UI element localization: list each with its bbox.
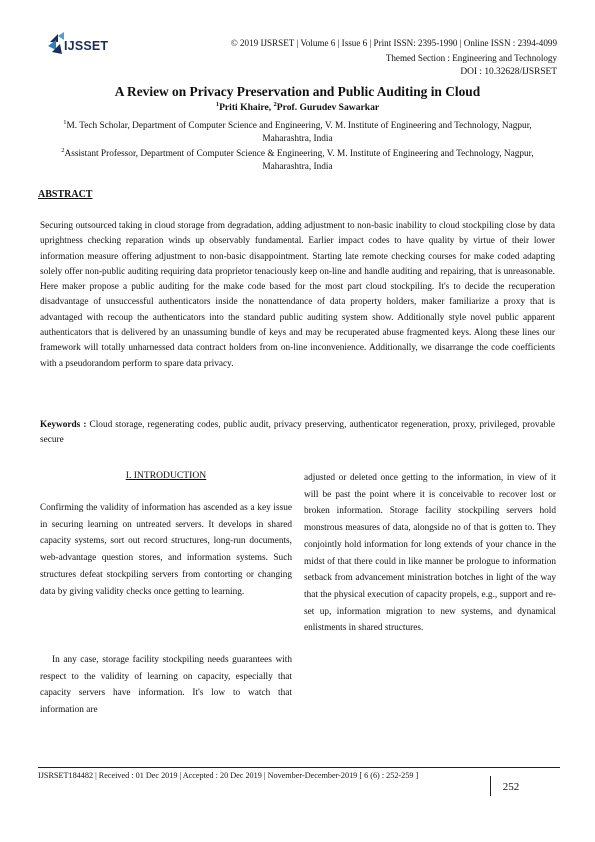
affiliation-2-text: Assistant Professor, Department of Computer Science & Engineering, V. M. Institute of Engineering and Technology, Nagpur, Maharashtra, India — [64, 149, 534, 172]
affiliation-1-marker: 1 — [63, 118, 67, 126]
keywords — [40, 418, 555, 449]
footer-citation: IJSRSET184482 | Received : 01 Dec 2019 | Accepted : 20 Dec 2019 | November-December-2019 [ 6 (6) : 252-259 ] — [38, 771, 419, 780]
affiliation-2 — [60, 148, 535, 174]
author1: Priti Khaire, — [219, 102, 274, 113]
paper-title: A Review on Privacy Preservation and Public Auditing in Cloud — [114, 84, 481, 99]
introduction-heading: I. INTRODUCTION — [125, 470, 207, 481]
affiliation-1-text: M. Tech Scholar, Department of Computer Science and Engineering, V. M. Institute of Engineering and Technology, Nagpur, Maharashtra, India — [66, 121, 532, 144]
journal-logo-text: IJSSET — [64, 39, 109, 53]
themed-section: Themed Section : Engineering and Technology — [385, 53, 557, 63]
author2-marker: 2 — [273, 100, 277, 108]
authors — [0, 102, 595, 113]
affiliation-2-marker: 2 — [61, 146, 65, 154]
author2: Prof. Gurudev Sawarkar — [276, 102, 380, 113]
abstract-text: Securing outsourced taking in cloud storage from degradation, adding adjustment to non-basic inability to cloud stockpiling close by data uprightness checking reparation winds up observably fundamental. Earlier impact codes to have quality by virtue of their lower information measure offering adjustment to non-basic disappointment. Starting late remote checking courses for make coded adapting solely offer non-public auditing requiring data proprietor tenaciously keep on-line and handle auditing and repairing, that is unreasonable. Here maker propose a public auditing for the make code based for the most part cloud stockpiling. It's to decide the recuperation disadvantage of unsuccessful authenticators inside the nonattendance of data property holders, maker familiarize a proxy that is advantaged with recoup the authenticators into the standard public auditing system show. Additionally style novel public apparent authenticators that is delivered by an unassuming bundle of keys and may be recuperated abuse fragmented keys. Along these lines our framework will totally unharnessed data contract holders from on-line inconvenience. Additionally, we disarrange the code coefficients with a pseudorandom perform to spare data privacy. — [40, 221, 555, 369]
page-number: 252 — [490, 776, 531, 796]
journal-info: © 2019 IJSRSET | Volume 6 | Issue 6 | Print ISSN: 2395-1990 | Online ISSN : 2394-4099 — [230, 38, 557, 48]
introduction-paragraph-1: Confirming the validity of information has ascended as a key issue in securing learning on untreated servers. It develops in shared capacity systems, sort out record structures, long-run documents, web-advantage question stores, and information systems. Such structures defeat stockpiling servers from contorting or changing data by giving validity checks once getting to learning. — [40, 503, 292, 597]
doi: DOI : 10.32628/IJSRSET — [460, 67, 557, 77]
introduction-paragraph-2: In any case, storage facility stockpiling needs guarantees with respect to the validity of learning on capacity, especially that capacity servers have information. It's low to watch that information are — [40, 655, 292, 716]
affiliation-1 — [60, 120, 535, 146]
keywords-label: Keywords : — [40, 420, 87, 430]
keywords-text: Cloud storage, regenerating codes, public audit, privacy preserving, authenticator regeneration, proxy, privileged, provable secure — [40, 420, 555, 446]
abstract-heading: ABSTRACT — [38, 189, 93, 200]
author1-marker: 1 — [215, 100, 220, 108]
introduction-paragraph-3: adjusted or deleted once getting to the information, in view of it will be past the point where it is conceivable to recover lost or broken information. Storage facility stockpiling servers hold monstrous measures of data, alongside no of that is gotten to. They conjointly hold information for long extends of your chance in the midst of that there could in like manner be prologue to information setback from advancement ministration botches in light of the way that the physical execution of capacity propels, e.g., support and re-set up, information migration to new systems, and dynamical enlistments in shared structures. — [304, 473, 556, 634]
footer-divider — [38, 767, 560, 768]
